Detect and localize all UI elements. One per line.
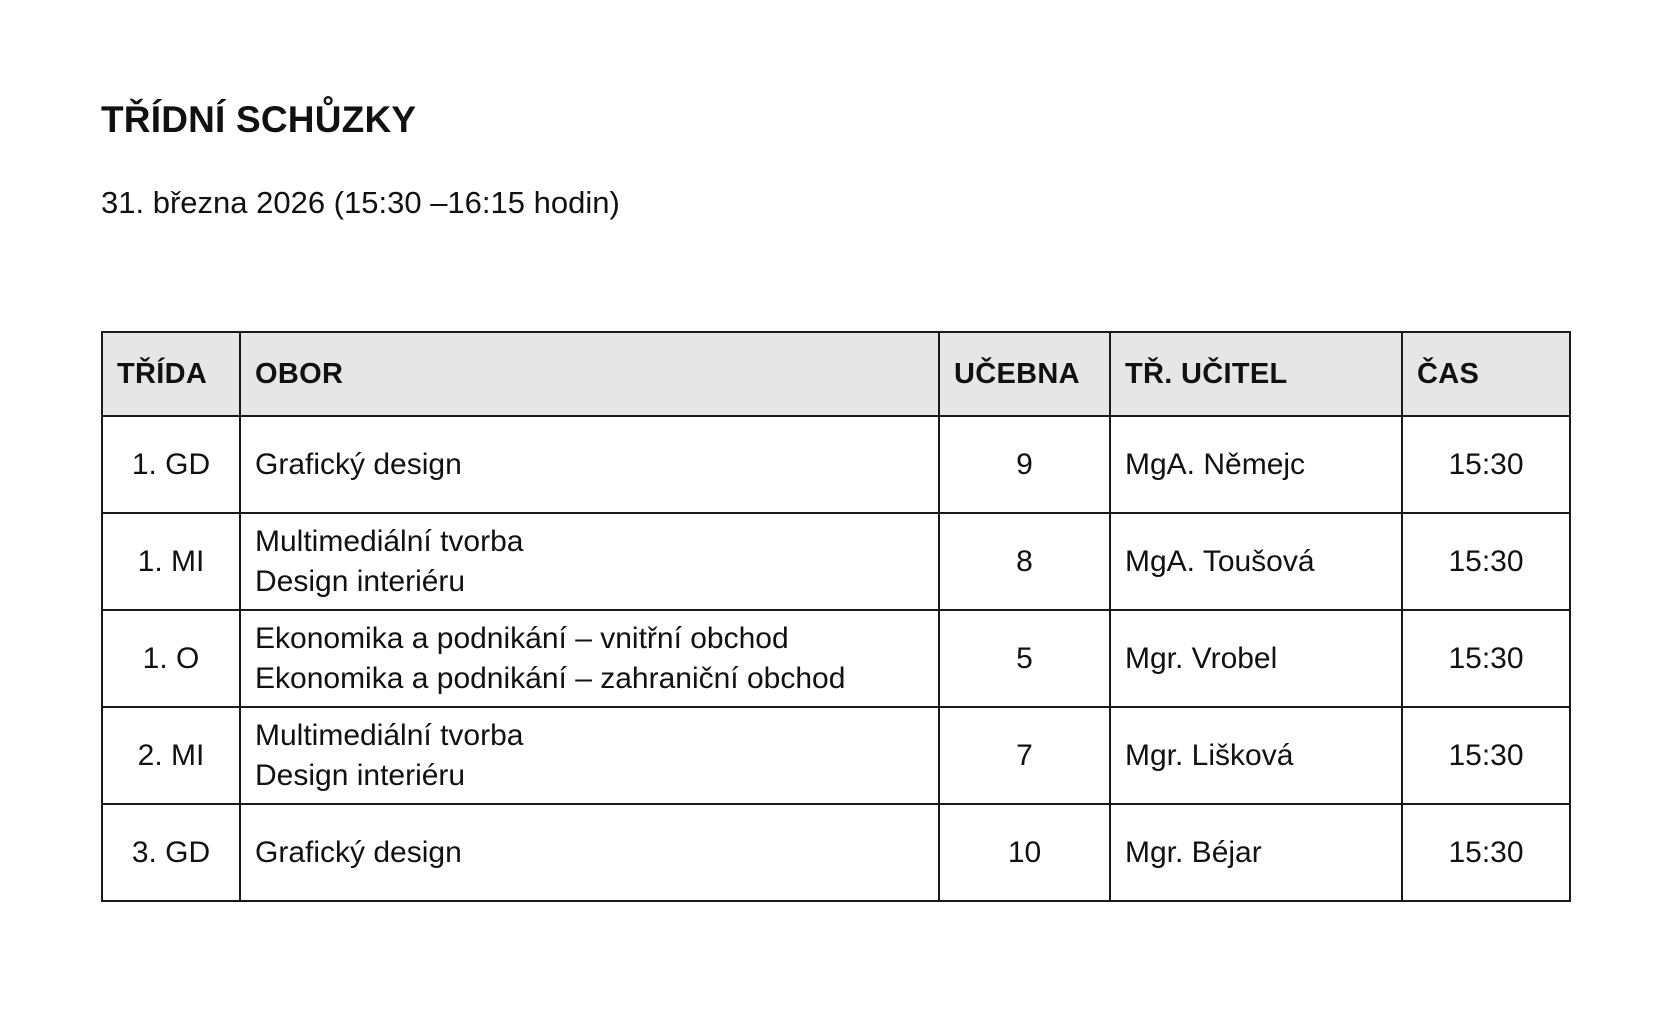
cell-ucitel: MgA. Němejc — [1110, 416, 1402, 513]
cell-ucebna: 7 — [939, 707, 1110, 804]
cell-ucitel: MgA. Toušová — [1110, 513, 1402, 610]
cell-trida: 1. MI — [102, 513, 240, 610]
header-ucebna: UČEBNA — [939, 332, 1110, 416]
cell-ucebna: 9 — [939, 416, 1110, 513]
cell-cas: 15:30 — [1402, 416, 1570, 513]
table-row — [102, 513, 1570, 610]
cell-trida: 2. MI — [102, 707, 240, 804]
cell-ucitel: Mgr. Béjar — [1110, 804, 1402, 901]
obor-line: Multimediální tvorba — [255, 524, 524, 558]
table-header — [102, 332, 1570, 416]
cell-ucebna: 8 — [939, 513, 1110, 610]
table-header-row — [102, 332, 1570, 416]
obor-line: Design interiéru — [255, 564, 466, 598]
cell-cas: 15:30 — [1402, 804, 1570, 901]
header-cas: ČAS — [1402, 332, 1570, 416]
obor-line: Ekonomika a podnikání – vnitřní obchod — [255, 621, 789, 655]
header-trida: TŘÍDA — [102, 332, 240, 416]
header-ucitel: TŘ. UČITEL — [1110, 332, 1402, 416]
obor-line: Grafický design — [255, 447, 462, 481]
table-row — [102, 416, 1570, 513]
table-body — [102, 416, 1570, 901]
cell-ucebna: 10 — [939, 804, 1110, 901]
obor-line: Design interiéru — [255, 758, 466, 792]
obor-line: Multimediální tvorba — [255, 718, 524, 752]
table-row — [102, 610, 1570, 707]
cell-ucitel: Mgr. Lišková — [1110, 707, 1402, 804]
document-title: TŘÍDNÍ SCHŮZKY — [101, 99, 417, 140]
cell-cas: 15:30 — [1402, 513, 1570, 610]
cell-ucebna: 5 — [939, 610, 1110, 707]
cell-trida: 1. GD — [102, 416, 240, 513]
cell-cas: 15:30 — [1402, 610, 1570, 707]
obor-line: Grafický design — [255, 835, 462, 869]
cell-ucitel: Mgr. Vrobel — [1110, 610, 1402, 707]
cell-obor — [240, 513, 939, 610]
cell-cas: 15:30 — [1402, 707, 1570, 804]
cell-obor — [240, 416, 939, 513]
cell-obor — [240, 707, 939, 804]
cell-trida: 3. GD — [102, 804, 240, 901]
table-row — [102, 804, 1570, 901]
table-row — [102, 707, 1570, 804]
obor-line: Ekonomika a podnikání – zahraniční obchod — [255, 661, 846, 695]
meeting-date-time: 31. března 2026 (15:30 –16:15 hodin) — [101, 185, 620, 220]
meeting-schedule-table — [101, 331, 1571, 902]
cell-trida: 1. O — [102, 610, 240, 707]
cell-obor — [240, 610, 939, 707]
cell-obor — [240, 804, 939, 901]
header-obor: OBOR — [240, 332, 939, 416]
